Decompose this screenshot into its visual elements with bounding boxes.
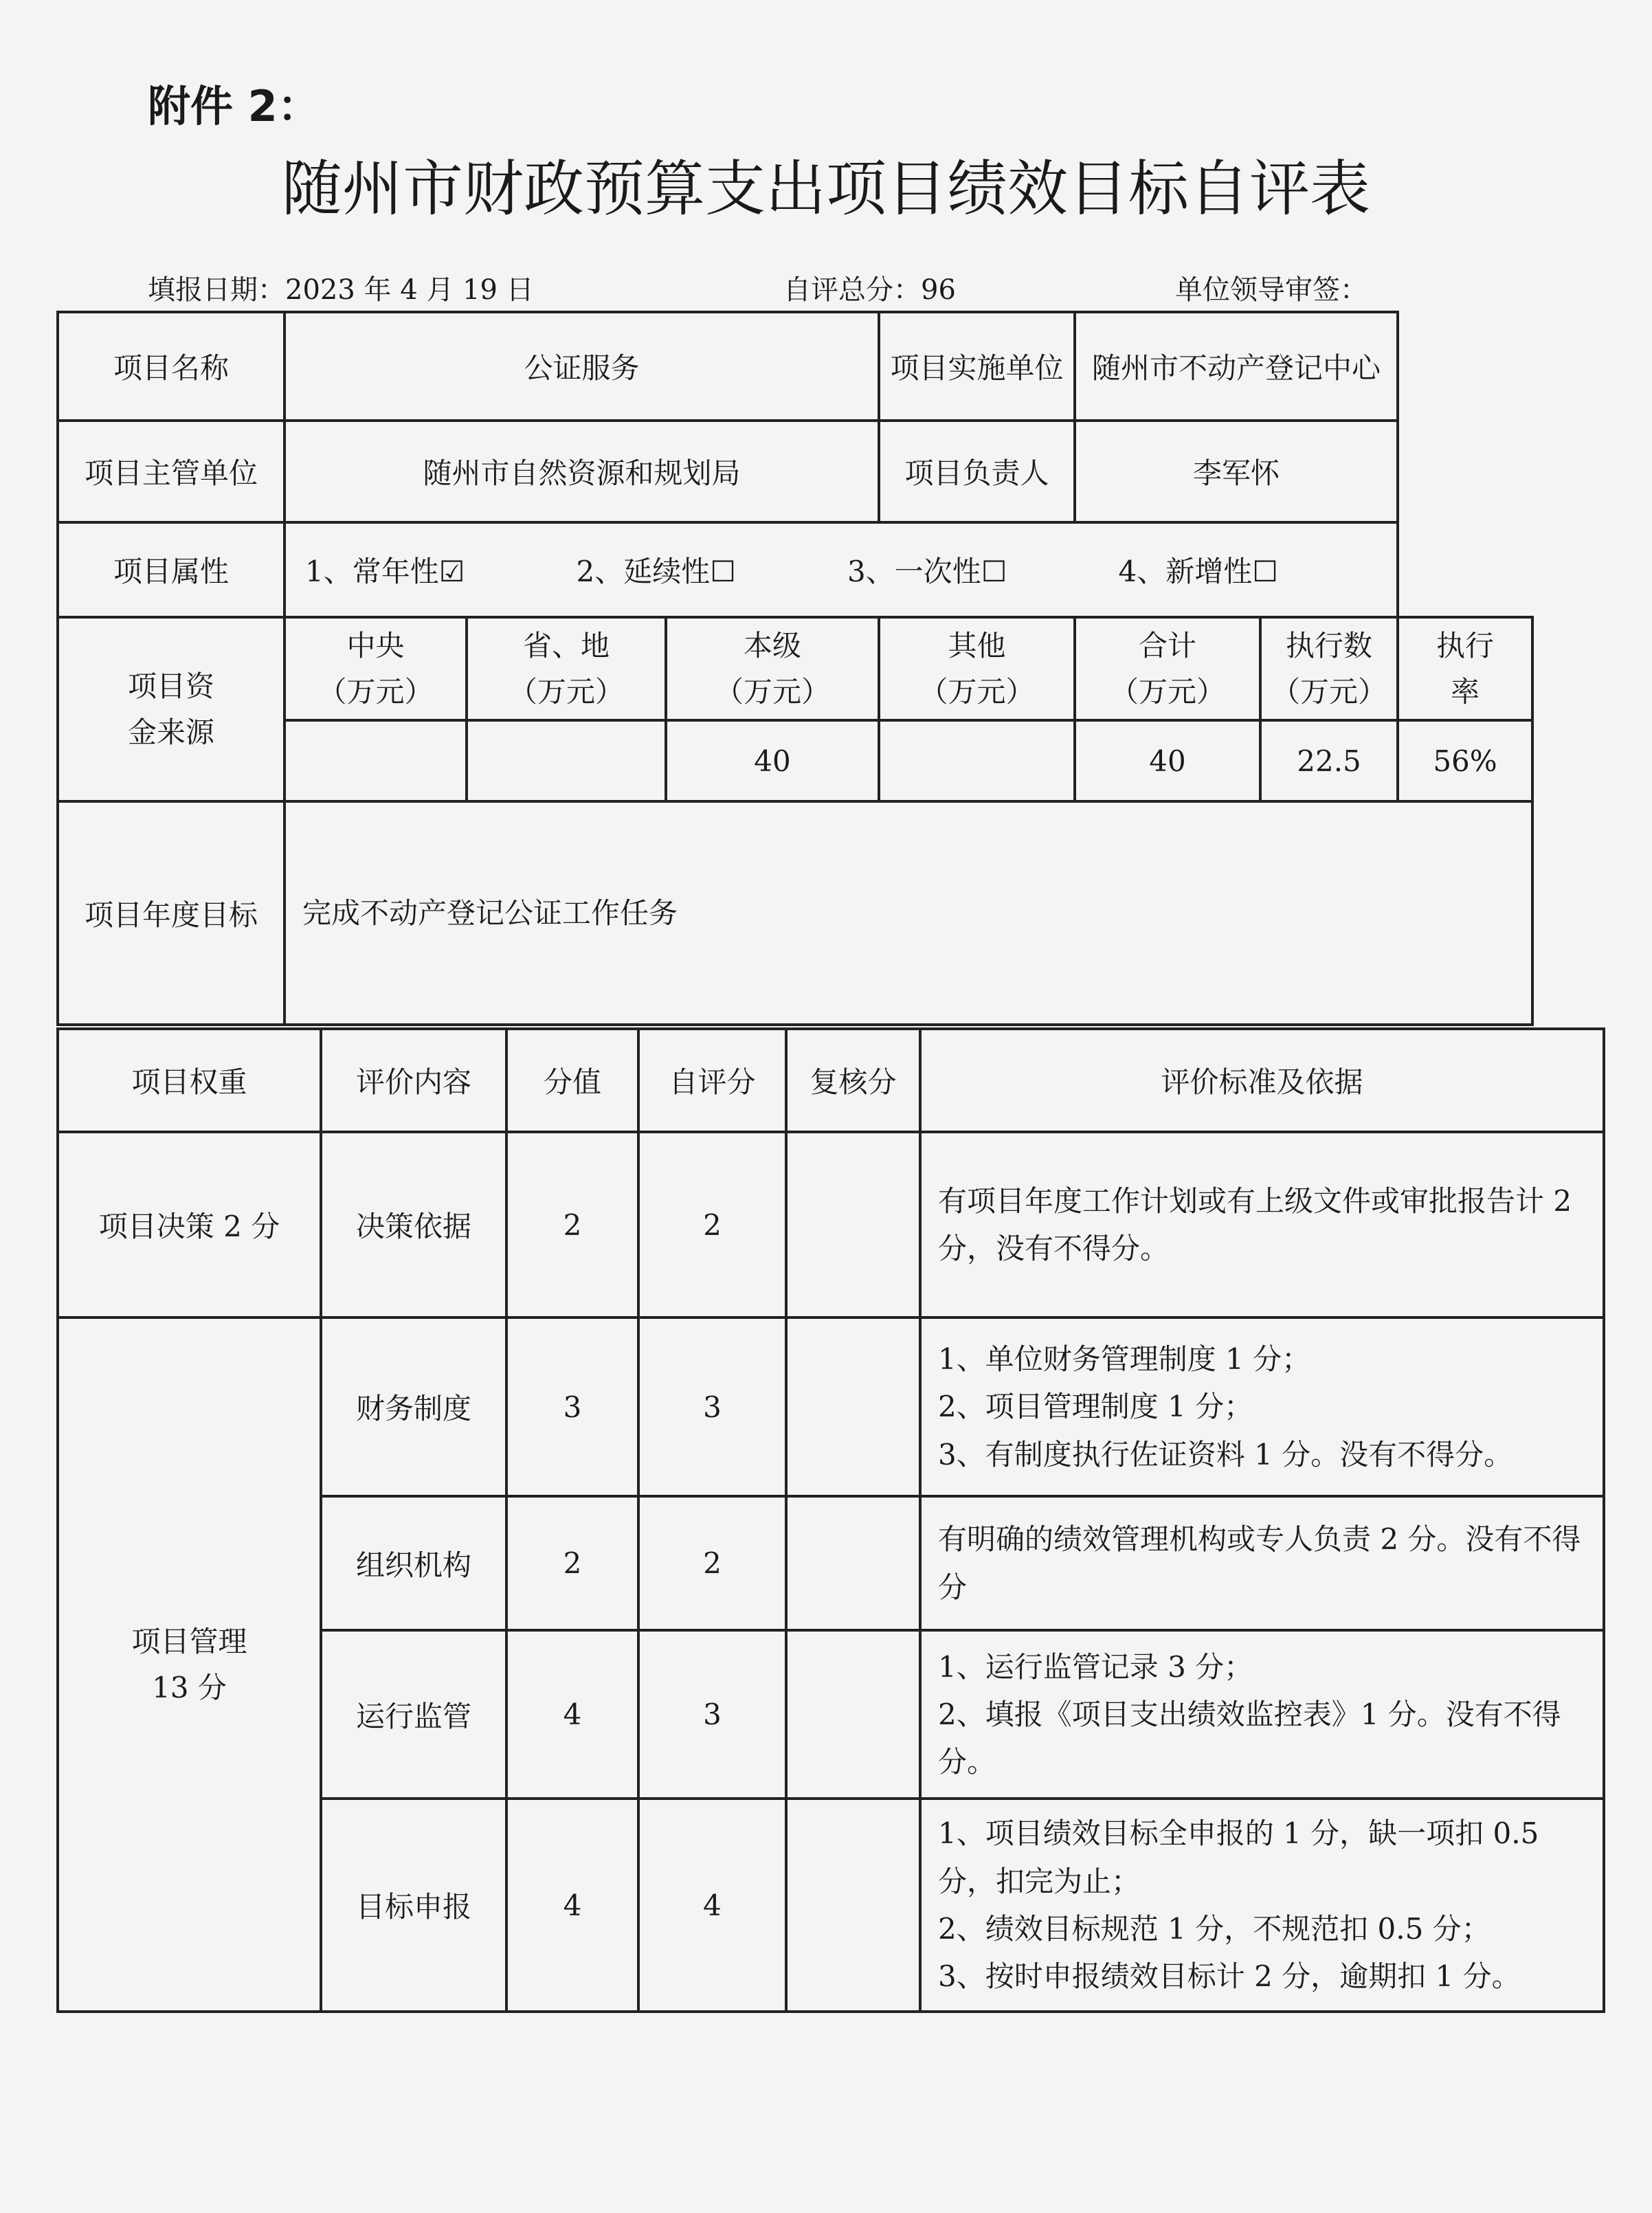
eval-self-score: 4 bbox=[638, 1799, 786, 2012]
eval-criteria: 有明确的绩效管理机构或专人负责 2 分。没有不得分 bbox=[920, 1496, 1604, 1630]
fund-value: 22.5 bbox=[1260, 720, 1398, 801]
fund-header: 中央 （万元） bbox=[284, 617, 467, 720]
total-score: 自评总分：96 bbox=[783, 274, 956, 306]
page-title: 随州市财政预算支出项目绩效目标自评表 bbox=[281, 153, 1370, 224]
fund-value bbox=[467, 720, 666, 801]
eval-review-score bbox=[786, 1630, 920, 1799]
eval-content: 目标申报 bbox=[321, 1799, 506, 2012]
eval-header: 自评分 bbox=[638, 1029, 786, 1132]
attr-options bbox=[284, 522, 1398, 617]
fund-header: 省、地 （万元） bbox=[467, 617, 666, 720]
fund-value: 40 bbox=[1075, 720, 1260, 801]
eval-criteria: 有项目年度工作计划或有上级文件或审批报告计 2 分，没有不得分。 bbox=[920, 1132, 1604, 1317]
supervisor-value: 随州市自然资源和规划局 bbox=[284, 421, 879, 522]
fund-value: 40 bbox=[666, 720, 879, 801]
fund-header: 其他 （万元） bbox=[879, 617, 1075, 720]
weight-management: 项目管理 13 分 bbox=[58, 1317, 321, 2012]
project-name-value: 公证服务 bbox=[284, 312, 879, 421]
annual-goal-value: 完成不动产登记公证工作任务 bbox=[284, 801, 1532, 1025]
eval-header: 复核分 bbox=[786, 1029, 920, 1132]
fund-header: 执行 率 bbox=[1398, 617, 1532, 720]
eval-header: 分值 bbox=[506, 1029, 638, 1132]
eval-score: 4 bbox=[506, 1799, 638, 2012]
fund-value: 56% bbox=[1398, 720, 1532, 801]
impl-unit-label: 项目实施单位 bbox=[879, 312, 1075, 421]
eval-review-score bbox=[786, 1132, 920, 1317]
owner-value: 李军怀 bbox=[1075, 421, 1398, 522]
eval-self-score: 2 bbox=[638, 1132, 786, 1317]
eval-self-score: 3 bbox=[638, 1630, 786, 1799]
attachment-label: 附件 2： bbox=[148, 81, 320, 131]
attr-option: 3、一次性☐ bbox=[847, 555, 1007, 588]
fill-date: 填报日期：2023 年 4 月 19 日 bbox=[148, 274, 534, 306]
eval-score: 3 bbox=[506, 1317, 638, 1496]
project-info-table bbox=[56, 311, 1534, 1026]
fund-value bbox=[284, 720, 467, 801]
owner-label: 项目负责人 bbox=[879, 421, 1075, 522]
eval-self-score: 3 bbox=[638, 1317, 786, 1496]
eval-self-score: 2 bbox=[638, 1496, 786, 1630]
impl-unit-value: 随州市不动产登记中心 bbox=[1075, 312, 1398, 421]
leader-signature: 单位领导审签： bbox=[1175, 274, 1368, 306]
eval-score: 4 bbox=[506, 1630, 638, 1799]
table-row bbox=[58, 1132, 1604, 1317]
eval-content: 组织机构 bbox=[321, 1496, 506, 1630]
fund-header: 本级 （万元） bbox=[666, 617, 879, 720]
eval-header: 评价内容 bbox=[321, 1029, 506, 1132]
eval-content: 决策依据 bbox=[321, 1132, 506, 1317]
table-row bbox=[58, 1317, 1604, 1496]
eval-content: 运行监管 bbox=[321, 1630, 506, 1799]
supervisor-label: 项目主管单位 bbox=[58, 421, 284, 522]
eval-criteria: 1、单位财务管理制度 1 分； 2、项目管理制度 1 分； 3、有制度执行佐证资料 1 分。没有不得分。 bbox=[920, 1317, 1604, 1496]
eval-header: 项目权重 bbox=[58, 1029, 321, 1132]
attr-label: 项目属性 bbox=[58, 522, 284, 617]
project-name-label: 项目名称 bbox=[58, 312, 284, 421]
fund-value bbox=[879, 720, 1075, 801]
annual-goal-label: 项目年度目标 bbox=[58, 801, 284, 1025]
eval-review-score bbox=[786, 1799, 920, 2012]
attr-option: 2、延续性☐ bbox=[576, 555, 736, 588]
fund-source-label: 项目资金来源 bbox=[58, 617, 284, 801]
evaluation-table bbox=[56, 1027, 1605, 2013]
eval-score: 2 bbox=[506, 1496, 638, 1630]
fund-header: 执行数 （万元） bbox=[1260, 617, 1398, 720]
eval-review-score bbox=[786, 1317, 920, 1496]
eval-criteria: 1、运行监管记录 3 分； 2、填报《项目支出绩效监控表》1 分。没有不得分。 bbox=[920, 1630, 1604, 1799]
attr-option: 1、常年性☑ bbox=[305, 555, 465, 588]
eval-content: 财务制度 bbox=[321, 1317, 506, 1496]
eval-criteria: 1、项目绩效目标全申报的 1 分，缺一项扣 0.5 分，扣完为止； 2、绩效目标规范 1 分，不规范扣 0.5 分； 3、按时申报绩效目标计 2 分，逾期扣 1 分。 bbox=[920, 1799, 1604, 2012]
attr-option: 4、新增性☐ bbox=[1118, 555, 1278, 588]
fund-header: 合计 （万元） bbox=[1075, 617, 1260, 720]
eval-review-score bbox=[786, 1496, 920, 1630]
weight-decision: 项目决策 2 分 bbox=[58, 1132, 321, 1317]
eval-score: 2 bbox=[506, 1132, 638, 1317]
eval-header: 评价标准及依据 bbox=[920, 1029, 1604, 1132]
